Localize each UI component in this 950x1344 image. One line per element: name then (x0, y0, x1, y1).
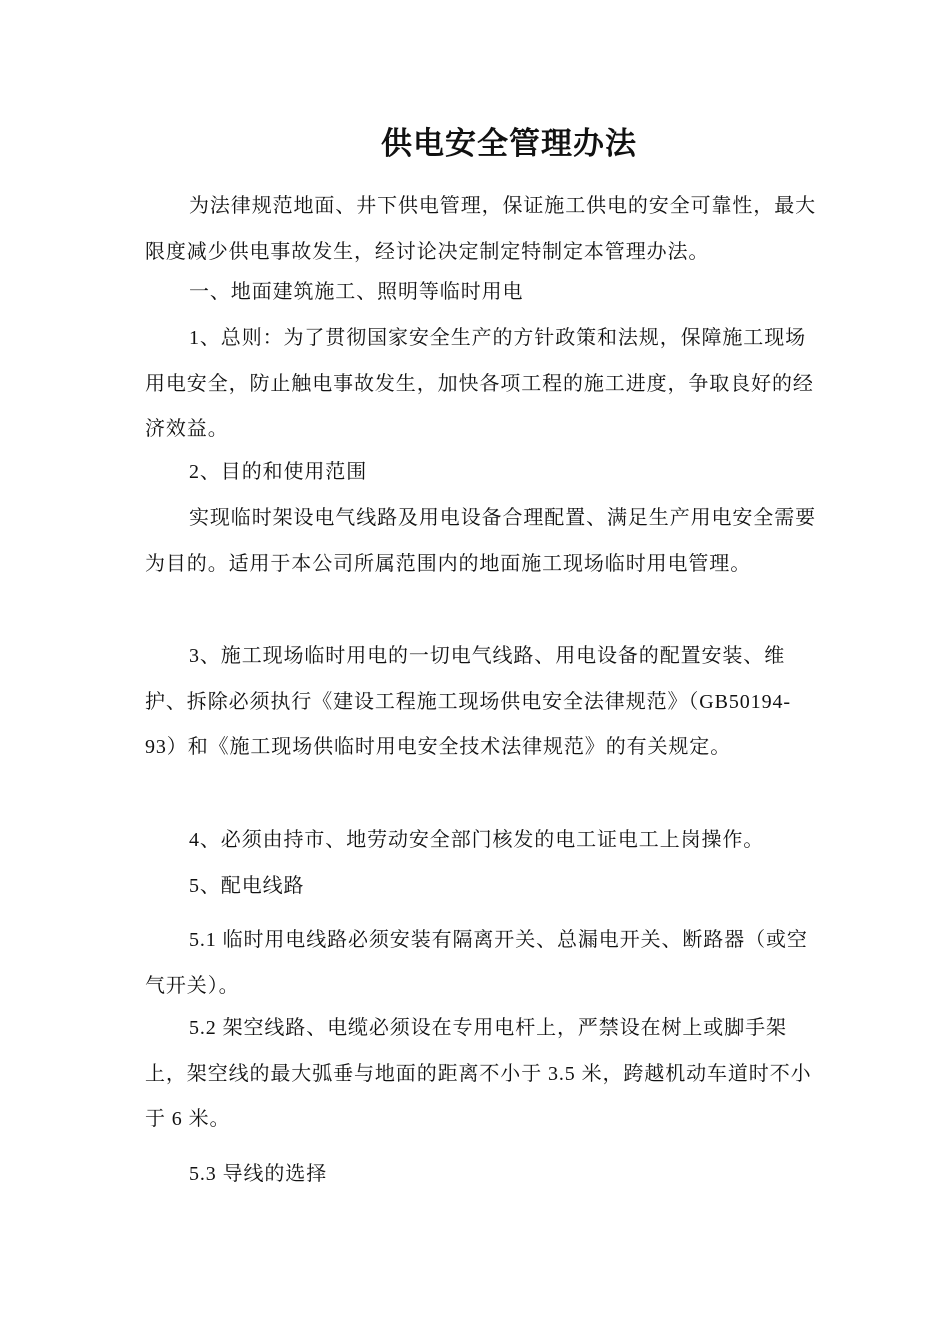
clause-5-3-heading: 5.3 导线的选择 (189, 1163, 328, 1185)
purpose-scope-heading: 2、目的和使用范围 (189, 461, 368, 483)
clause-5-1-paragraph: 5.1 临时用电线路必须安装有隔离开关、总漏电开关、断路器（或空气开关）。 (145, 929, 808, 997)
clause-5-2-paragraph: 5.2 架空线路、电缆必须设在专用电杆上，严禁设在树上或脚手架上，架空线的最大弧垂与地面的距离不小于 3.5 米，跨越机动车道时不小于 6 米。 (145, 1017, 812, 1130)
standards-paragraph: 3、施工现场临时用电的一切电气线路、用电设备的配置安装、维护、拆除必须执行《建设工程施工现场供电安全法律规范》（GB50194-93）和《施工现场供临时用电安全技术法律规范》的有关规定。 (145, 645, 791, 758)
section-heading-1: 一、地面建筑施工、照明等临时用电 (189, 281, 524, 303)
document-title: 供电安全管理办法 (381, 126, 637, 161)
general-principles-paragraph: 1、总则：为了贯彻国家安全生产的方针政策和法规，保障施工现场用电安全，防止触电事故发生，加快各项工程的施工进度，争取良好的经济效益。 (145, 327, 814, 440)
distribution-lines-heading: 5、配电线路 (189, 875, 305, 897)
purpose-scope-paragraph: 实现临时架设电气线路及用电设备合理配置、满足生产用电安全需要为目的。适用于本公司所属范围内的地面施工现场临时用电管理。 (145, 507, 816, 575)
intro-paragraph: 为法律规范地面、井下供电管理，保证施工供电的安全可靠性，最大限度减少供电事故发生，经讨论决定制定特制定本管理办法。 (145, 195, 816, 263)
electrician-certificate-paragraph: 4、必须由持市、地劳动安全部门核发的电工证电工上岗操作。 (189, 829, 765, 851)
